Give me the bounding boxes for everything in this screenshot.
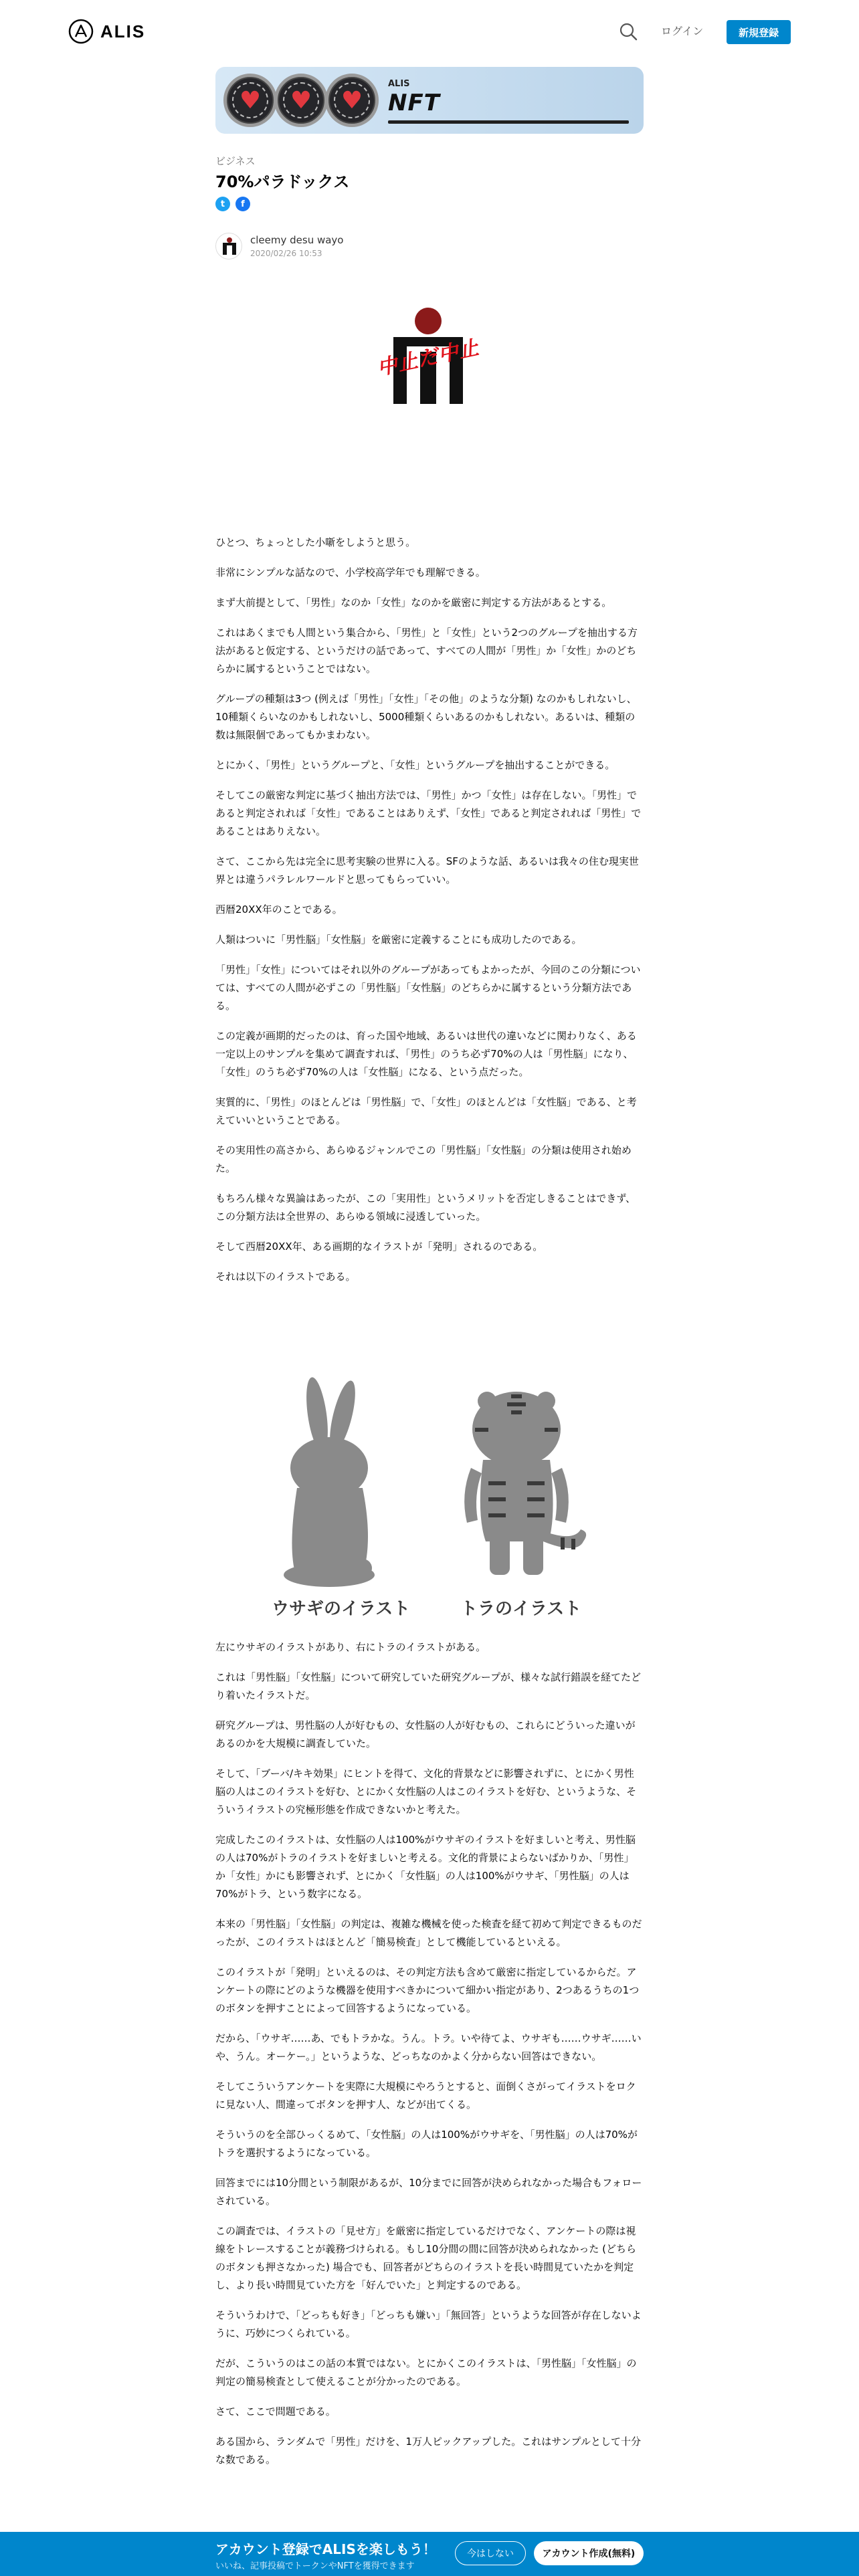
alis-logo-icon — [68, 19, 94, 44]
login-link[interactable]: ログイン — [661, 25, 704, 37]
not-now-button[interactable]: 今はしない — [455, 2541, 526, 2565]
post-date: 2020/02/26 10:53 — [250, 249, 322, 258]
article-paragraph: まず大前提として、「男性」なのか「女性」なのかを厳密に判定する方法があるとする。 — [215, 597, 612, 609]
article-paragraph: 西暦20XX年のことである。 — [215, 903, 343, 916]
share-buttons — [215, 197, 250, 211]
banner-divider — [388, 120, 629, 124]
author-name[interactable]: cleemy desu wayo — [250, 234, 344, 246]
article-paragraph: 研究グループは、男性脳の人が好むもの、女性脳の人が好むもの、これらにどういった違いがあるのかを大規模に調査していた。 — [215, 1719, 636, 1749]
article-paragraph: 左にウサギのイラストがあり、右にトラのイラストがある。 — [215, 1641, 486, 1653]
article-category[interactable]: ビジネス — [215, 155, 256, 167]
banner-title: NFT — [388, 90, 440, 116]
article-paragraph: このイラストが「発明」といえるのは、その判定方法も含めて厳密に指定しているからだ。アンケートの際にどのような機器を使用すべきかについて細かい指定があり、2つあるうちの1つのボタンを押すことによって回答するようになっている。 — [215, 1966, 640, 2014]
article-paragraph: だが、こういうのはこの話の本質ではない。とにかくこのイラストは、「男性脳」「女性脳」の判定の簡易検査として使えることが分かったのである。 — [215, 2357, 637, 2387]
article-paragraph: 回答までには10分間という制限があるが、10分までに回答が決められなかった場合もフォローされている。 — [215, 2177, 642, 2207]
article-paragraph: そういうわけで、「どっちも好き」「どっちも嫌い」「無回答」というような回答が存在しないように、巧妙につくられている。 — [215, 2309, 642, 2339]
article-paragraph: ある国から、ランダムで「男性」だけを、1万人ピックアップした。これはサンプルとして十分な数である。 — [215, 2436, 641, 2466]
article-paragraph: これは「男性脳」「女性脳」について研究していた研究グループが、様々な試行錯誤を経てたどり着いたイラストだ。 — [215, 1671, 642, 1701]
alis-logo[interactable] — [68, 19, 145, 44]
article-paragraph: これはあくまでも人間という集合から、「男性」と「女性」という2つのグループを抽出する方法があると仮定する、というだけの話であって、すべての人間が「男性」か「女性」かのどちらかに属するということではない。 — [215, 627, 638, 675]
facebook-share-icon[interactable]: f — [235, 197, 250, 211]
article-paragraph: この調査では、イラストの「見せ方」を厳密に指定しているだけでなく、アンケートの際は視線をトレースすることが義務づけられる。もし10分間の間に回答が決められなかった (どちらのボタンも押さなかった) 場合でも、回答者がどちらのイラストを長い時間見ていたかを判定し、より長い時間見ていた方を「好んでいた」と判定するのである。 — [215, 2225, 636, 2291]
article-paragraph: ひとつ、ちょっとした小噺をしようと思う。 — [215, 536, 416, 548]
article-paragraph: そういうのを全部ひっくるめて、「女性脳」の人は100%がウサギを、「男性脳」の人は70%がトラを選択するようになっている。 — [215, 2129, 638, 2159]
rabbit-illustration — [284, 1376, 375, 1587]
heart-icon: ♥ — [239, 87, 262, 115]
cta-title: アカウント登録でALISを楽しもう！ — [215, 2541, 436, 2557]
article-paragraph: そしてこの厳密な判定に基づく抽出方法では、「男性」かつ「女性」は存在しない。「男性」であると判定されれば「女性」であることはありえず、「女性」であると判定されれば「男性」であることはありえない。 — [215, 789, 642, 837]
article-paragraph: 「男性」「女性」についてはそれ以外のグループがあってもよかったが、今回のこの分類については、すべての人間が必ずこの「男性脳」「女性脳」のどちらかに属するという分類方法である。 — [215, 964, 641, 1012]
article-paragraph: そして、「ブーバ/キキ効果」にヒントを得て、文化的背景などに影響されずに、とにかく男性脳の人はこのイラストを好む、とにかく女性脳の人はこのイラストを好む、というような、そういうイラストの究極形態を作成できないかと考えた。 — [215, 1767, 637, 1816]
rabbit-label: ウサギのイラスト — [272, 1599, 411, 1619]
article-paragraph: 本来の「男性脳」「女性脳」の判定は、複雑な機械を使った検査を経て初めて判定できるものだったが、このイラストはほとんど「簡易検査」として機能しているといえる。 — [215, 1918, 642, 1948]
cta-subtitle: いいね、記事投稿でトークンやNFTを獲得できます — [215, 2561, 415, 2571]
nft-coin — [223, 74, 277, 127]
article-paragraph: この定義が画期的だったのは、育った国や地域、あるいは世代の違いなどに関わりなく、ある一定以上のサンプルを集めて調査すれば、「男性」のうち必ず70%の人は「男性脳」になり、「女性」のうち必ず70%の人は「女性脳」になる、という点だった。 — [215, 1030, 637, 1078]
heart-icon: ♥ — [341, 87, 363, 115]
article-paragraph: そしてこういうアンケートを実際に大規模にやろうとすると、面倒くさがってイラストをロクに見ない人、間違ってボタンを押す人、などが出てくる。 — [215, 2080, 636, 2111]
tiger-illustration — [464, 1392, 586, 1575]
article-paragraph: そして西暦20XX年、ある画期的なイラストが「発明」されるのである。 — [215, 1241, 543, 1253]
tiger-label: トラのイラスト — [460, 1599, 582, 1619]
article-paragraph: 非常にシンプルな話なので、小学校高学年でも理解できる。 — [215, 566, 486, 578]
article-paragraph: 完成したこのイラストは、女性脳の人は100%がウサギのイラストを好ましいと考え、男性脳の人は70%がトラのイラストを好ましいと考える。文化的背景によらないばかりか、「男性」か「女性」かにも影響されず、とにかく「女性脳」の人は100%がウサギ、「男性脳」の人は70%がトラ、という数字になる。 — [215, 1834, 636, 1900]
article-paragraph: グループの種類は3つ (例えば「男性」「女性」「その他」のような分類) なのかもしれないし、10種類くらいなのかもしれないし、5000種類くらいあるのかもしれない。あるいは、種類の数は無限個であってもかまわない。 — [215, 693, 637, 741]
article-paragraph: だから、「ウサギ……あ、でもトラかな。うん。トラ。いや待てよ、ウサギも……ウサギ……いや、うん。オーケー。」というような、どっちなのかよく分からない回答はできない。 — [215, 2032, 642, 2062]
article-paragraph: さて、ここから先は完全に思考実験の世界に入る。SFのような話、あるいは我々の住む現実世界とは違うパラレルワールドと思ってもらっていい。 — [215, 855, 639, 885]
article-paragraph: さて、ここで問題である。 — [215, 2405, 336, 2418]
logo-text: ALIS — [100, 21, 146, 41]
nft-coin — [325, 74, 379, 127]
article-body-part-a — [215, 534, 644, 1298]
hero-overlay-text: 中止だ中止 — [375, 336, 482, 381]
article-paragraph: とにかく、「男性」というグループと、「女性」というグループを抽出することができる。 — [215, 759, 615, 771]
hero-image — [361, 302, 495, 409]
article-title: 70%パラドックス — [215, 173, 350, 191]
search-icon[interactable] — [618, 21, 638, 41]
twitter-share-icon[interactable]: t — [215, 197, 230, 211]
banner-logo: ALIS — [388, 79, 410, 89]
create-account-button[interactable]: アカウント作成(無料) — [534, 2541, 644, 2565]
article-paragraph: それは以下のイラストである。 — [215, 1271, 356, 1283]
article-paragraph: その実用性の高さから、あらゆるジャンルでこの「男性脳」「女性脳」の分類は使用され始めた。 — [215, 1144, 632, 1174]
heart-icon: ♥ — [290, 87, 312, 115]
signup-button[interactable]: 新規登録 — [727, 20, 791, 44]
avatar[interactable] — [215, 233, 242, 259]
nft-coin — [274, 74, 328, 127]
nft-banner[interactable] — [215, 67, 644, 134]
rabbit-tiger-illustration — [262, 1374, 597, 1628]
article-paragraph: 実質的に、「男性」のほとんどは「男性脳」で、「女性」のほとんどは「女性脳」である、と考えていいということである。 — [215, 1096, 637, 1126]
site-header — [0, 0, 859, 64]
author-block[interactable] — [215, 233, 343, 259]
article-body-part-b — [215, 1638, 644, 2481]
signup-cta-bar — [0, 2532, 859, 2576]
article-paragraph: もちろん様々な異論はあったが、この「実用性」というメリットを否定しきることはできず、この分類方法は全世界の、あらゆる領域に浸透していった。 — [215, 1192, 636, 1222]
article-paragraph: 人類はついに「男性脳」「女性脳」を厳密に定義することにも成功したのである。 — [215, 934, 582, 946]
